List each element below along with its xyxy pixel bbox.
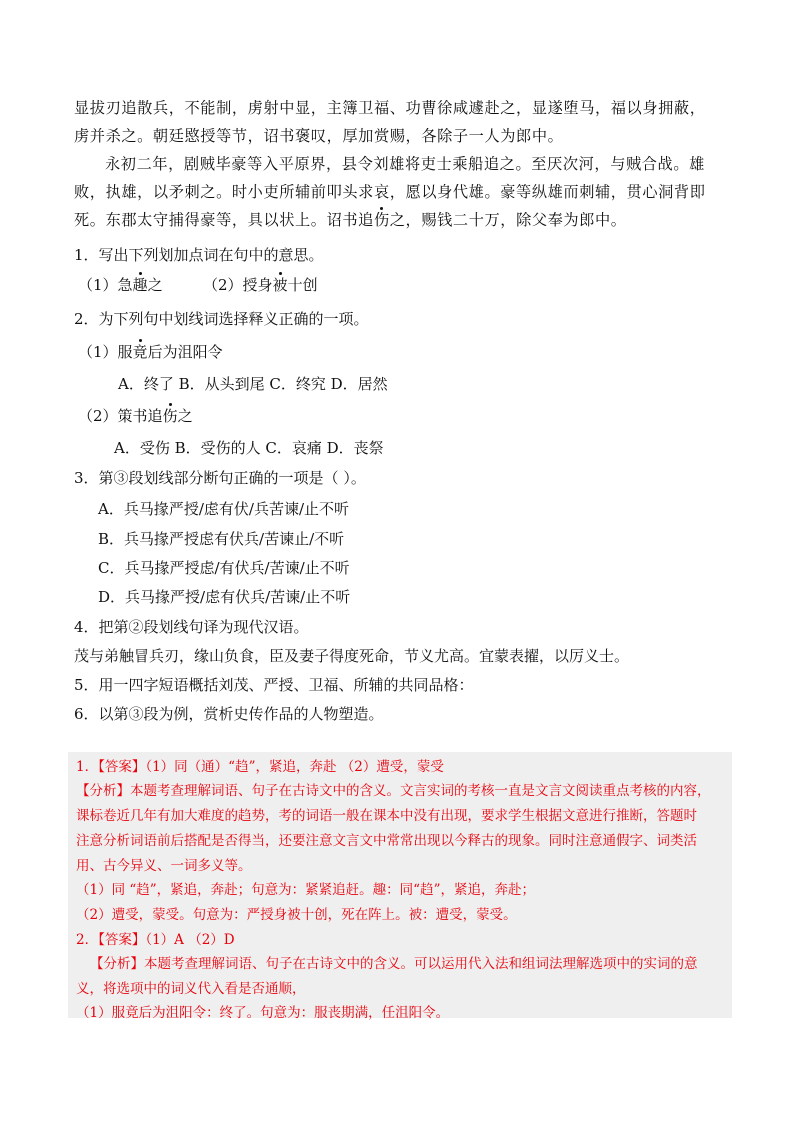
item-suffix: 之 bbox=[177, 407, 193, 425]
answer-2: 2．【答案】（1）A （2）D bbox=[76, 932, 235, 948]
answer-2-part-1: （1）服竟后为沮阳令：终了。句意为：服丧期满，任沮阳令。 bbox=[76, 1005, 450, 1021]
answer-1-analysis-line-2: 课标卷近几年有加大难度的趋势，考的词语一般在课本中没有出现，要求学生根据文意进行推断，答题时 bbox=[76, 808, 697, 824]
passage-line-5 bbox=[74, 210, 627, 230]
item-suffix: 十创 bbox=[287, 276, 318, 294]
question-1-item-1 bbox=[78, 275, 163, 295]
dotted-word: 竟 bbox=[132, 343, 148, 361]
question-4: 4．把第②段划线句译为现代汉语。 bbox=[74, 618, 309, 636]
passage-line-5-part-1: 死。东郡太守捕得豪等，具以状上。诏书追 bbox=[74, 211, 374, 229]
question-2-item-1 bbox=[78, 342, 223, 362]
answer-2-analysis-line-2: 义，将选项中的词义代入看是否通顺， bbox=[76, 981, 306, 997]
answer-1-analysis-line-4: 用、古今异义、一词多义等。 bbox=[76, 858, 252, 874]
passage-line-3: 永初二年，剧贼毕豪等入平原界，县令刘雄将吏士乘船追之。至厌次河，与贼合战。雄 bbox=[105, 155, 705, 173]
item-prefix: （2）策书追 bbox=[78, 407, 163, 425]
question-3-option-a: A．兵马掾严授/虑有伏/兵苦谏/止不听 bbox=[98, 500, 349, 518]
item-prefix: （1）服 bbox=[78, 343, 133, 361]
answer-1-analysis-line-1: 【分析】本题考查理解词语、句子在古诗文中的含义。文言实词的考核一直是文言文阅读重点考核的内容， bbox=[76, 783, 711, 799]
question-3-option-d: D．兵马掾严授/虑有伏兵/苦谏/止不听 bbox=[98, 588, 351, 606]
question-4-text: 茂与弟触冒兵刃，缘山负食，臣及妻子得度死命，节义尤高。宜蒙表擢，以厉义士。 bbox=[74, 647, 630, 665]
passage-line-2: 虏并杀之。朝廷愍授等节，诏书褒叹，厚加赏赐，各除子一人为郎中。 bbox=[74, 127, 564, 145]
question-2-item-1-options: A．终了 B．从头到尾 C．终究 D．居然 bbox=[118, 375, 388, 393]
question-1-item-2 bbox=[203, 275, 318, 295]
answer-1-part-1: （1）同 “趋”，紧追，奔赴；句意为：紧紧追赶。趣：同“趋”，紧追，奔赴； bbox=[76, 882, 535, 898]
dotted-word: 伤 bbox=[162, 407, 178, 425]
answer-1: 1．【答案】（1）同（通）“趋”，紧追，奔赴 （2）遭受，蒙受 bbox=[76, 759, 444, 775]
passage-line-5-part-3: 之，赐钱二十万，除父奉为郎中。 bbox=[389, 211, 627, 229]
question-2: 2．为下列句中划线词选择释义正确的一项。 bbox=[74, 310, 369, 328]
item-prefix: （1）急 bbox=[78, 276, 133, 294]
answer-1-part-2: （2）遭受，蒙受。句意为：严授身被十创，死在阵上。被：遭受，蒙受。 bbox=[76, 907, 517, 923]
passage-line-4: 败，执雄，以矛刺之。时小吏所辅前叩头求哀，愿以身代雄。豪等纵雄而刺辅，贯心洞背即 bbox=[74, 183, 706, 201]
question-2-item-2-options: A．受伤 B．受伤的人 C．哀痛 D．丧祭 bbox=[114, 439, 384, 457]
item-suffix: 后为沮阳令 bbox=[147, 343, 223, 361]
item-suffix: 之 bbox=[147, 276, 163, 294]
question-3: 3．第③段划线部分断句正确的一项是（ ）。 bbox=[74, 469, 366, 487]
question-2-item-2 bbox=[78, 406, 193, 426]
question-1: 1．写出下列划加点词在句中的意思。 bbox=[74, 246, 324, 264]
dotted-word: 趣 bbox=[132, 276, 148, 294]
dotted-word: 被 bbox=[272, 276, 288, 294]
answer-2-analysis-line-1: 【分析】本题考查理解词语、句子在古诗文中的含义。可以运用代入法和组词法理解选项中的实词的意 bbox=[90, 956, 698, 972]
question-3-option-b: B．兵马掾严授虑有伏兵/苦谏止/不听 bbox=[98, 530, 345, 548]
question-3-option-c: C．兵马掾严授虑/有伏兵/苦谏/止不听 bbox=[98, 559, 350, 577]
answer-1-analysis-line-3: 注意分析词语前后搭配是否得当，还要注意文言文中常常出现以今释古的现象。同时注意通假字、词类活 bbox=[76, 833, 697, 849]
item-prefix: （2）授身 bbox=[203, 276, 273, 294]
question-6: 6．以第③段为例，赏析史传作品的人物塑造。 bbox=[74, 705, 384, 723]
dotted-word: 伤 bbox=[373, 211, 390, 229]
question-5: 5．用一四字短语概括刘茂、严授、卫福、所辅的共同品格： bbox=[74, 676, 474, 694]
passage-line-1: 显拔刃追散兵，不能制，虏射中显，主簿卫福、功曹徐咸遽赴之，显遂堕马，福以身拥蔽， bbox=[74, 99, 706, 117]
